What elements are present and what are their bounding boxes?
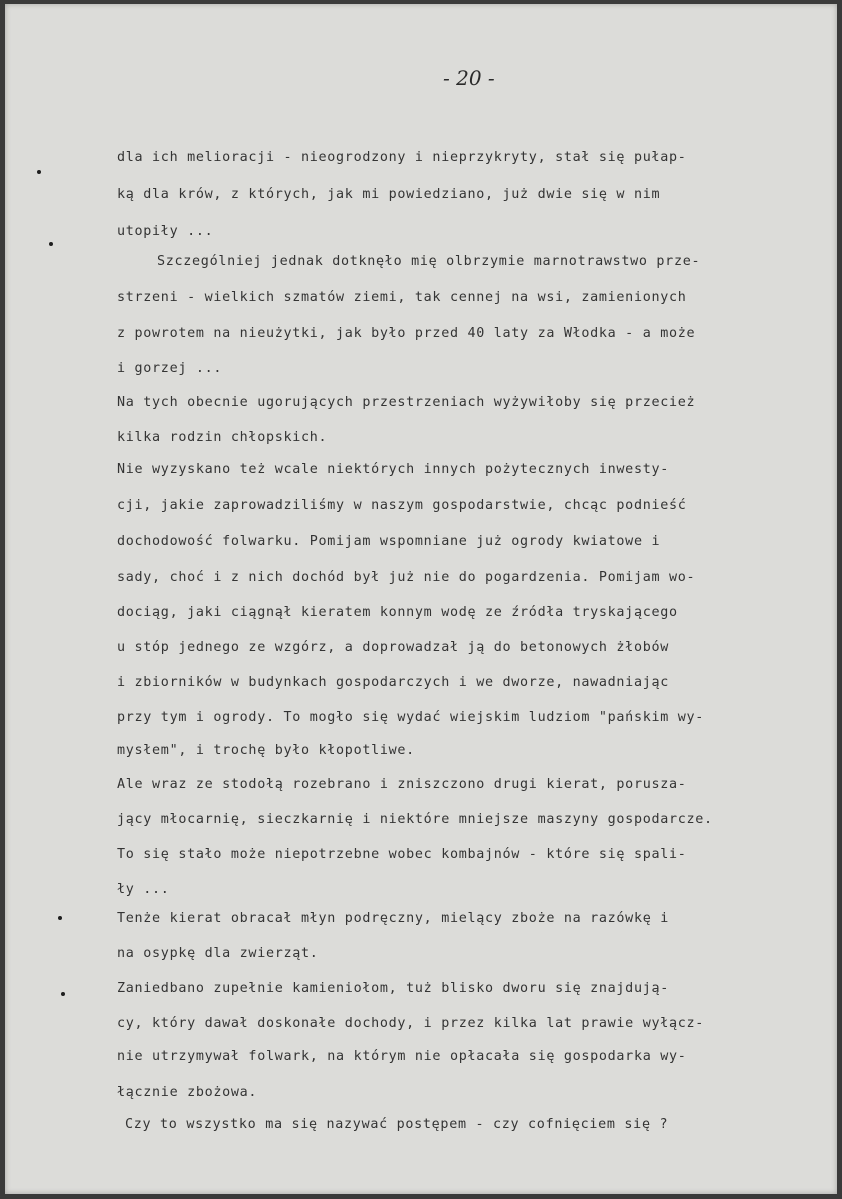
typewritten-page bbox=[5, 4, 837, 1194]
text-line: sady, choć i z nich dochód był już nie do pogardzenia. Pomijam wo- bbox=[117, 570, 696, 585]
text-line: jący młocarnię, sieczkarnię i niektóre mniejsze maszyny gospodarcze. bbox=[117, 812, 713, 827]
margin-mark bbox=[37, 170, 41, 174]
text-line: Zaniedbano zupełnie kamieniołom, tuż blisko dworu się znajdują- bbox=[117, 981, 669, 996]
text-line: cy, który dawał doskonałe dochody, i przez kilka lat prawie wyłącz- bbox=[117, 1016, 705, 1031]
text-line: To się stało może niepotrzebne wobec kombajnów - które się spali- bbox=[117, 847, 687, 862]
text-line: cji, jakie zaprowadziliśmy w naszym gospodarstwie, chcąc podnieść bbox=[117, 498, 687, 513]
text-line: Na tych obecnie ugorujących przestrzeniach wyżywiłoby się przecież bbox=[117, 395, 696, 410]
text-line: na osypkę dla zwierząt. bbox=[117, 946, 319, 961]
text-line: ką dla krów, z których, jak mi powiedziano, już dwie się w nim bbox=[117, 187, 661, 202]
text-line: Tenże kierat obracał młyn podręczny, mielący zboże na razówkę i bbox=[117, 911, 669, 926]
text-line: z powrotem na nieużytki, jak było przed 40 laty za Włodka - a może bbox=[117, 326, 696, 341]
text-line: Nie wyzyskano też wcale niektórych innych pożytecznych inwesty- bbox=[117, 462, 669, 477]
text-line: nie utrzymywał folwark, na którym nie opłacała się gospodarka wy- bbox=[117, 1049, 687, 1064]
text-line: przy tym i ogrody. To mogło się wydać wiejskim ludziom "pańskim wy- bbox=[117, 710, 705, 725]
text-line: strzeni - wielkich szmatów ziemi, tak cennej na wsi, zamienionych bbox=[117, 290, 687, 305]
text-line: ły ... bbox=[117, 882, 170, 897]
text-line: utopiły ... bbox=[117, 224, 214, 239]
text-line: i zbiorników w budynkach gospodarczych i we dworze, nawadniając bbox=[117, 675, 669, 690]
text-line: Szczególniej jednak dotknęło mię olbrzymie marnotrawstwo prze- bbox=[157, 254, 701, 269]
text-line: i gorzej ... bbox=[117, 361, 223, 376]
text-line: dochodowość folwarku. Pomijam wspomniane już ogrody kwiatowe i bbox=[117, 534, 661, 549]
text-line: u stóp jednego ze wzgórz, a doprowadzał ją do betonowych żłobów bbox=[117, 640, 669, 655]
text-line: dla ich melioracji - nieogrodzony i nieprzykryty, stał się pułap- bbox=[117, 150, 687, 165]
text-line: dociąg, jaki ciągnął kieratem konnym wodę ze źródła tryskającego bbox=[117, 605, 678, 620]
margin-mark bbox=[58, 916, 62, 920]
text-line: kilka rodzin chłopskich. bbox=[117, 430, 328, 445]
margin-mark bbox=[49, 242, 53, 246]
text-line: Ale wraz ze stodołą rozebrano i zniszczono drugi kierat, porusza- bbox=[117, 777, 687, 792]
text-line: łącznie zbożowa. bbox=[117, 1085, 258, 1100]
text-line: Czy to wszystko ma się nazywać postępem - czy cofnięciem się ? bbox=[125, 1117, 669, 1132]
margin-mark bbox=[61, 992, 65, 996]
text-line: mysłem", i trochę było kłopotliwe. bbox=[117, 743, 415, 758]
page-number: - 20 - bbox=[443, 66, 495, 90]
